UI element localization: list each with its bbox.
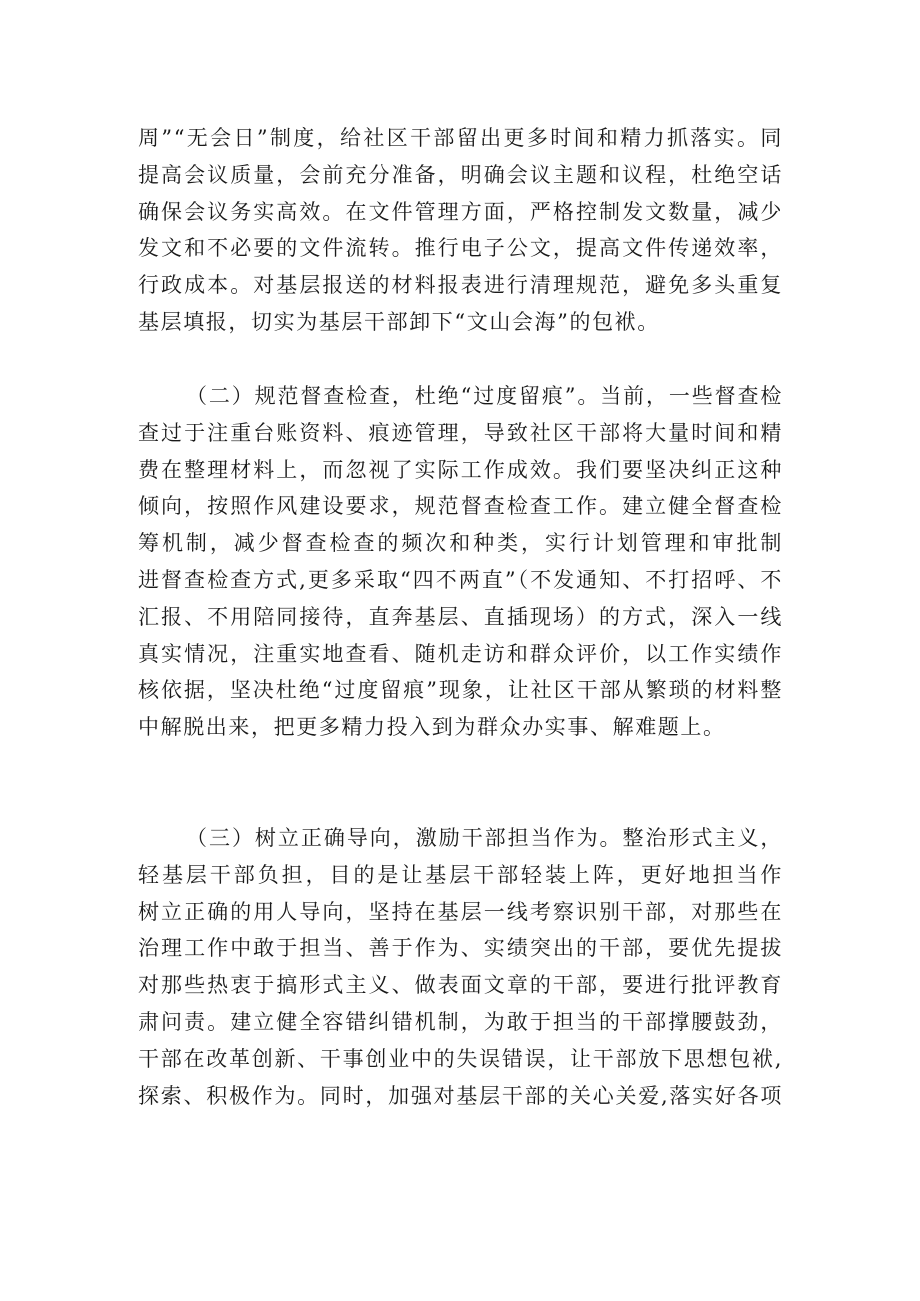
section-heading-line: （三）树立正确导向，激励干部担当作为。整治形式主义， bbox=[186, 826, 783, 850]
section-heading-line: （二）规范督查检查，杜绝“过度留痕”。当前，一些督查检 bbox=[186, 384, 783, 408]
text-line: 确保会议务实高效。在文件管理方面，严格控制发文数量，减少 bbox=[138, 199, 783, 224]
text-line: 行政成本。对基层报送的材料报表进行清理规范，避免多头重复 bbox=[138, 273, 783, 298]
text-line: 探索、积极作为。同时，加强对基层干部的关心关爱,落实好各项 bbox=[138, 1083, 783, 1108]
text-line: 轻基层干部负担，目的是让基层干部轻装上阵，更好地担当作 bbox=[138, 862, 783, 887]
paragraph-section-2 bbox=[138, 378, 783, 746]
text-line: 汇报、不用陪同接待，直奔基层、直插现场）的方式，深入一线 bbox=[138, 604, 783, 629]
text-line: 提高会议质量，会前充分准备，明确会议主题和议程，杜绝空话 bbox=[138, 162, 783, 187]
text-line: 查过于注重台账资料、痕迹管理，导致社区干部将大量时间和精 bbox=[138, 420, 783, 445]
text-line: 倾向，按照作风建设要求，规范督查检查工作。建立健全督查检 bbox=[138, 494, 783, 519]
text-line: 真实情况，注重实地查看、随机走访和群众评价，以工作实绩作 bbox=[138, 641, 783, 666]
paragraph-continuation bbox=[138, 120, 783, 341]
paragraph-section-3 bbox=[138, 820, 783, 1114]
text-line: 干部在改革创新、干事创业中的失误错误，让干部放下思想包袱, bbox=[138, 1046, 783, 1071]
text-line: 发文和不必要的文件流转。推行电子公文，提高文件传递效率， bbox=[138, 236, 783, 261]
text-line: 基层填报，切实为基层干部卸下“文山会海”的包袱。 bbox=[138, 309, 660, 334]
text-line: 筹机制，减少督查检查的频次和种类，实行计划管理和审批制 bbox=[138, 531, 783, 556]
text-line: 核依据，坚决杜绝“过度留痕”现象，让社区干部从繁琐的材料整 bbox=[138, 678, 783, 703]
text-line: 治理工作中敢于担当、善于作为、实绩突出的干部，要优先提拔 bbox=[138, 936, 783, 961]
text-line: 费在整理材料上，而忽视了实际工作成效。我们要坚决纠正这种 bbox=[138, 457, 783, 482]
text-line: 对那些热衷于搞形式主义、做表面文章的干部，要进行批评教育 bbox=[138, 973, 783, 998]
text-line: 进督查检查方式,更多采取“四不两直”（不发通知、不打招呼、不 bbox=[138, 567, 783, 592]
text-line: 周”“无会日”制度，给社区干部留出更多时间和精力抓落实。同 bbox=[138, 126, 783, 150]
text-line: 中解脱出来，把更多精力投入到为群众办实事、解难题上。 bbox=[138, 715, 726, 740]
text-line: 肃问责。建立健全容错纠错机制，为敢于担当的干部撑腰鼓劲， bbox=[138, 1009, 783, 1034]
text-line: 树立正确的用人导向，坚持在基层一线考察识别干部，对那些在 bbox=[138, 899, 783, 924]
